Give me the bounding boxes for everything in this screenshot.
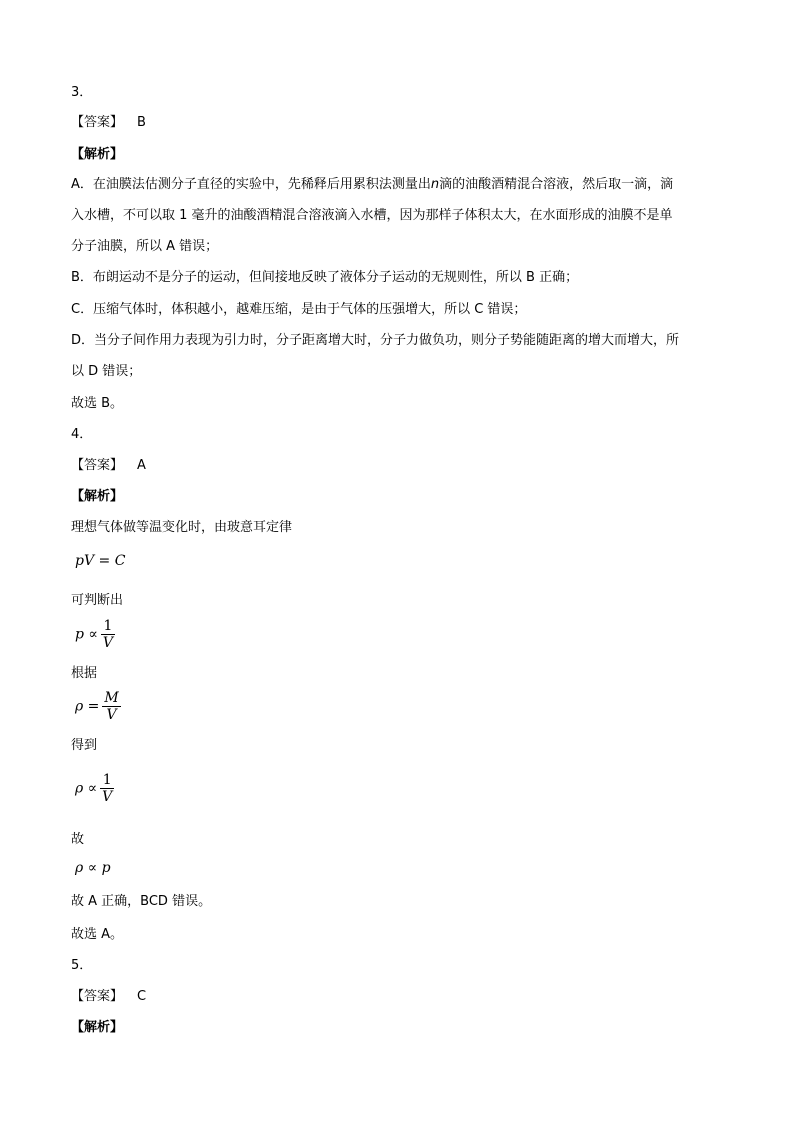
conclusion-4: 故选 A。 xyxy=(71,927,124,942)
equation-boyle: pV = C xyxy=(75,553,126,569)
answer-label: 【答案】 xyxy=(71,458,124,473)
step-text-5: 故 xyxy=(71,832,85,847)
option-a-line-2: 入水槽，不可以取 1 毫升的油酸酒精混合溶液滴入水槽，因为那样子体积太大，在水面形成的油膜不是单 xyxy=(71,208,673,223)
variable-n: n xyxy=(430,177,440,192)
option-a-line-1: A．在油膜法估测分子直径的实验中，先稀释后用累积法测量出n滴的油酸酒精混合溶液，然后取一滴，滴 xyxy=(71,177,674,192)
step-text-4: 得到 xyxy=(71,738,98,753)
step-text-3: 根据 xyxy=(71,666,98,681)
option-d-line-2: 以 D 错误； xyxy=(71,364,142,379)
option-a-line-3: 分子油膜，所以 A 错误； xyxy=(71,239,219,254)
option-d-line-1: D．当分子间作用力表现为引力时，分子距离增大时，分子力做负功，则分子势能随距离的增大而增大，所 xyxy=(71,333,680,348)
conclusion-3: 故选 B。 xyxy=(71,396,124,411)
analysis-label-5: 【解析】 xyxy=(71,1020,124,1035)
answer-row-3 xyxy=(71,114,146,132)
answer-label: 【答案】 xyxy=(71,115,124,130)
equation-p-proportional: p ∝ $\frac{1}{V}$ xyxy=(75,618,114,651)
answer-label: 【答案】 xyxy=(71,989,124,1004)
analysis-label-3: 【解析】 xyxy=(71,147,124,162)
equation-rho-proportional: ρ ∝ $\frac{1}{V}$ xyxy=(75,772,113,805)
result-text: 故 A 正确，BCD 错误。 xyxy=(71,894,212,909)
option-c-line: C．压缩气体时，体积越小，越难压缩，是由于气体的压强增大，所以 C 错误； xyxy=(71,302,527,317)
intro-text: 理想气体做等温变化时，由玻意耳定律 xyxy=(71,520,293,535)
answer-value: C xyxy=(137,989,147,1004)
answer-value: B xyxy=(137,115,146,130)
question-number-3: 3． xyxy=(71,85,93,100)
fraction: $\frac{1}{V}$ xyxy=(102,772,113,805)
step-text-2: 可判断出 xyxy=(71,593,124,608)
answer-row-4 xyxy=(71,457,146,475)
question-number-5: 5． xyxy=(71,958,93,973)
answer-row-5 xyxy=(71,988,146,1006)
answer-value: A xyxy=(137,458,146,473)
option-b-line: B．布朗运动不是分子的运动，但间接地反映了液体分子运动的无规则性，所以 B 正确； xyxy=(71,270,579,285)
fraction: $\frac{1}{V}$ xyxy=(102,618,114,651)
equation-density: ρ = $\frac{M}{V}$ xyxy=(75,690,119,723)
question-number-4: 4． xyxy=(71,427,93,442)
equation-rho-p: ρ ∝ p xyxy=(75,860,111,876)
fraction: $\frac{M}{V}$ xyxy=(104,690,119,723)
analysis-label-4: 【解析】 xyxy=(71,489,124,504)
